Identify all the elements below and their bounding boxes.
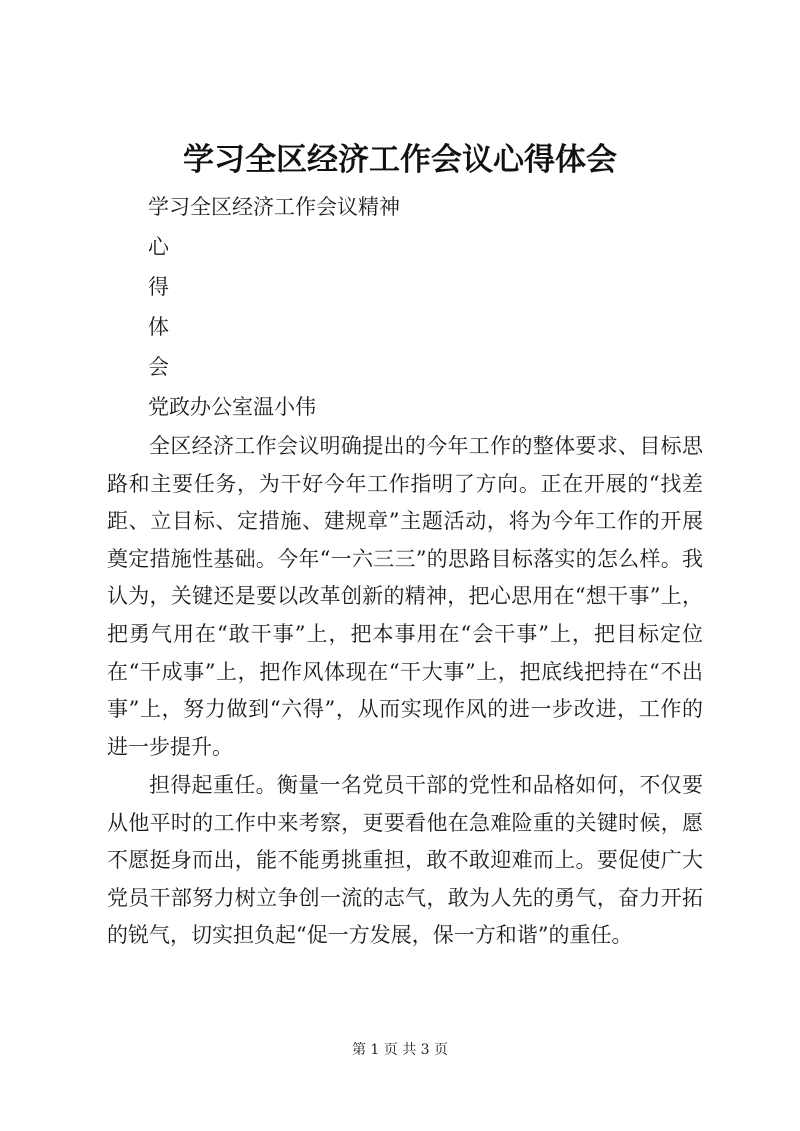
body-paragraph: 担得起重任。衡量一名党员干部的党性和品格如何，不仅要从他平时的工作中来考察，更要看他在急难险重的关键时候，愿不愿挺身而出，能不能勇挑重担，敢不敢迎难而上。要促使广大党员干部努力树立争创一流的志气，敢为人先的勇气，奋力开拓的锐气，切实担负起“促一方发展，保一方和谐”的重任。 [107, 773, 703, 948]
body-paragraph: 全区经济工作会议明确提出的今年工作的整体要求、目标思路和主要任务，为干好今年工作指明了方向。正在开展的“找差距、立目标、定措施、建规章”主题活动，将为今年工作的开展奠定措施性基础。今年“一六三三”的思路目标落实的怎么样。我认为，关键还是要以改革创新的精神，把心思用在“想干事”上，把勇气用在“敢干事”上，把本事用在“会干事”上，把目标定位在“干成事”上，把作风体现在“干大事”上，把底线把持在“不出事”上，努力做到“六得”，从而实现作风的进一步改进，工作的进一步提升。 [107, 434, 703, 759]
page-number: 第 1 页 共 3 页 [351, 1042, 449, 1058]
vertical-char: 会 [148, 355, 169, 379]
document-subtitle: 学习全区经济工作会议精神 [148, 195, 400, 219]
document-title: 学习全区经济工作会议心得体会 [183, 142, 617, 178]
vertical-char: 得 [148, 275, 169, 299]
vertical-char: 体 [148, 315, 169, 339]
author-line: 党政办公室温小伟 [148, 395, 316, 419]
vertical-char: 心 [148, 235, 169, 259]
